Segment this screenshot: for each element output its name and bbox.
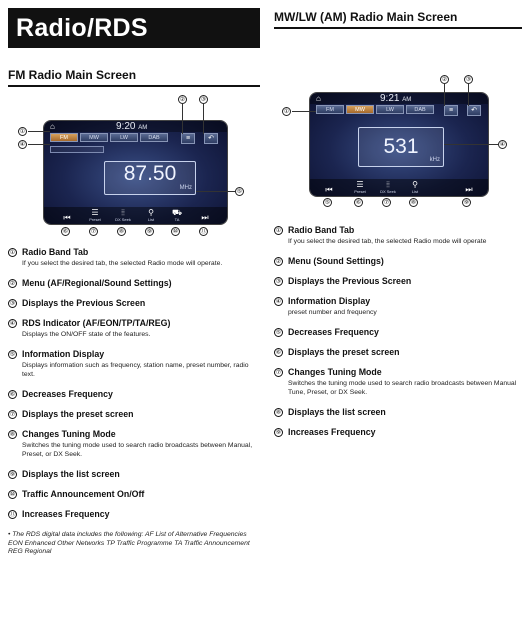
leader-line (444, 144, 498, 145)
item-title: RDS Indicator (AF/EON/TP/TA/REG) (22, 318, 171, 328)
item-number: ⑧ (275, 409, 282, 416)
callout-7: ⑦ (90, 229, 97, 235)
item-heading (274, 276, 522, 286)
leader-line (28, 131, 50, 132)
item-number: ④ (9, 320, 16, 327)
callout-6: ⑥ (355, 200, 362, 206)
item-heading (8, 389, 260, 399)
callout-8: ⑧ (118, 229, 125, 235)
fm-frequency-unit: MHz (179, 185, 192, 191)
tuning-icon: ⦙⦙ (386, 180, 390, 189)
leader-line (444, 84, 445, 106)
item-number: ⑦ (275, 369, 282, 376)
item-number: ③ (275, 278, 282, 285)
list-item (8, 389, 260, 399)
am-preset-button[interactable] (351, 180, 369, 194)
item-number: ③ (9, 300, 16, 307)
list-item (8, 247, 260, 268)
menu-icon[interactable]: ≡ (181, 133, 195, 144)
list-item (8, 509, 260, 519)
list-item (8, 409, 260, 419)
list-item (274, 347, 522, 357)
callout-1: ① (19, 129, 26, 135)
callout-2: ② (179, 97, 186, 103)
item-heading (274, 347, 522, 357)
list-label: List (411, 189, 419, 194)
am-tuning-button[interactable] (379, 180, 397, 194)
car-icon: ⛟ (171, 208, 183, 217)
callout-9: ⑨ (146, 229, 153, 235)
item-heading (274, 296, 522, 306)
item-number: ② (9, 280, 16, 287)
leader-line (196, 191, 235, 192)
fm-bottom-bar (44, 207, 227, 224)
item-title: Increases Frequency (288, 427, 376, 437)
item-heading (8, 298, 260, 308)
fm-prev-button[interactable] (58, 213, 76, 222)
item-title: Menu (Sound Settings) (288, 256, 384, 266)
callout-8: ⑧ (410, 200, 417, 206)
item-description: If you select the desired tab, the selected Radio mode will operate. (22, 260, 223, 267)
preset-icon: ☰ (356, 180, 364, 189)
am-next-button[interactable] (460, 185, 478, 194)
seek-forward-icon: ⏭ (465, 185, 473, 194)
callout-3: ③ (200, 97, 207, 103)
callout-4: ④ (499, 142, 506, 148)
list-item (274, 296, 522, 317)
list-item (8, 278, 260, 288)
am-clock: 9:21 AM (380, 93, 412, 104)
am-list-button[interactable] (406, 180, 424, 194)
item-number: ② (275, 258, 282, 265)
callout-10: ⑩ (172, 229, 179, 235)
seek-back-icon: ⏮ (325, 185, 333, 194)
preset-label: Preset (89, 217, 101, 222)
item-title: Displays the list screen (22, 469, 120, 479)
list-item (8, 298, 260, 308)
list-item (274, 276, 522, 286)
tab-lw[interactable]: LW (110, 133, 138, 142)
list-item (274, 256, 522, 266)
home-icon[interactable]: ⌂ (316, 94, 321, 103)
rds-indicator (50, 146, 104, 153)
search-icon: ⚲ (148, 208, 154, 217)
callout-6: ⑥ (62, 229, 69, 235)
callout-9: ⑨ (463, 200, 470, 206)
item-heading (274, 225, 522, 235)
am-section-title: MW/LW (AM) Radio Main Screen (274, 10, 458, 24)
item-description: Displays information such as frequency, station name, preset number, radio text. (22, 362, 249, 378)
item-description: Switches the tuning mode used to search radio broadcasts between Manual, Preset, or DX Seek. (22, 442, 253, 458)
list-item (8, 429, 260, 459)
item-heading (8, 469, 260, 479)
item-number: ④ (275, 298, 282, 305)
am-bottom-bar (310, 179, 488, 196)
ta-label: TA (174, 217, 180, 222)
seek-forward-icon: ⏭ (201, 213, 209, 222)
list-item (8, 469, 260, 479)
item-heading (8, 509, 260, 519)
item-title: Displays the Previous Screen (22, 298, 146, 308)
list-item (8, 318, 260, 339)
item-number: ⑦ (9, 411, 16, 418)
fm-ta-button[interactable] (168, 208, 186, 222)
preset-label: Preset (354, 189, 366, 194)
dx-seek-label: DX Seek (115, 217, 131, 222)
item-heading (274, 327, 522, 337)
item-title: Displays the preset screen (22, 409, 134, 419)
item-heading (8, 409, 260, 419)
list-item (274, 327, 522, 337)
list-item (8, 349, 260, 379)
item-title: Decreases Frequency (288, 327, 379, 337)
item-heading (274, 256, 522, 266)
tuning-icon: ⦙⦙ (121, 208, 125, 217)
callout-5: ⑤ (324, 200, 331, 206)
back-icon[interactable]: ↶ (204, 133, 218, 144)
dx-seek-label: DX Seek (380, 189, 396, 194)
callout-2: ② (441, 77, 448, 83)
callout-11: ⑪ (200, 229, 207, 235)
item-description: Displays the ON/OFF state of the features. (22, 331, 151, 338)
callout-1: ① (283, 109, 290, 115)
item-title: Displays the list screen (288, 407, 386, 417)
item-title: Changes Tuning Mode (288, 367, 382, 377)
item-number: ① (275, 227, 282, 234)
item-number: ⑥ (9, 391, 16, 398)
item-title: Radio Band Tab (22, 247, 89, 257)
item-title: Information Display (288, 296, 371, 306)
preset-icon: ☰ (91, 208, 99, 217)
item-number: ⑤ (9, 351, 16, 358)
fm-band-tabs (50, 133, 168, 142)
am-band-tabs (316, 105, 434, 114)
search-icon: ⚲ (412, 180, 418, 189)
fm-next-button[interactable] (196, 213, 214, 222)
callout-5: ⑤ (236, 189, 243, 195)
list-item (274, 367, 522, 397)
seek-back-icon: ⏮ (63, 213, 71, 222)
fm-frequency-display (104, 161, 196, 195)
am-frequency-display (358, 127, 444, 167)
item-title: Menu (AF/Regional/Sound Settings) (22, 278, 172, 288)
item-title: Radio Band Tab (288, 225, 355, 235)
list-item (8, 489, 260, 499)
home-icon[interactable]: ⌂ (50, 122, 55, 131)
am-item-list (274, 225, 522, 437)
item-number: ⑩ (9, 491, 16, 498)
fm-screen (44, 121, 227, 224)
item-number: ① (9, 249, 16, 256)
fm-frequency: 87.50 (123, 162, 177, 185)
list-item (274, 427, 522, 437)
fm-list-button[interactable] (142, 208, 160, 222)
am-prev-button[interactable] (320, 185, 338, 194)
item-heading (8, 489, 260, 499)
item-heading (8, 278, 260, 288)
item-number: ⑨ (275, 429, 282, 436)
am-section-header (274, 10, 522, 29)
fm-preset-button[interactable] (86, 208, 104, 222)
callout-3: ③ (465, 77, 472, 83)
item-heading (274, 427, 522, 437)
am-screen-figure (274, 29, 522, 207)
rds-note: • The RDS digital data includes the following: AF List of Alternative Frequencies EON Enhanced Other Networks TP Traffic Programme TA Traffic Announcement REG Regional (8, 531, 250, 555)
tab-lw[interactable]: LW (376, 105, 404, 114)
item-description: preset number and frequency (288, 309, 377, 316)
callout-7: ⑦ (383, 200, 390, 206)
item-title: Increases Frequency (22, 509, 110, 519)
item-number: ⑤ (275, 329, 282, 336)
tab-fm[interactable]: FM (50, 133, 78, 142)
item-number: ⑧ (9, 431, 16, 438)
item-description: If you select the desired tab, the selected Radio mode will operate (288, 238, 487, 245)
item-heading (8, 318, 260, 328)
callout-4: ④ (19, 142, 26, 148)
item-title: Displays the preset screen (288, 347, 400, 357)
page-title: Radio/RDS (8, 8, 260, 48)
item-number: ⑪ (9, 511, 16, 518)
am-frequency: 531 (383, 135, 419, 158)
fm-screen-figure (8, 87, 260, 237)
menu-icon[interactable]: ≡ (444, 105, 458, 116)
tab-fm[interactable]: FM (316, 105, 344, 114)
item-title: Traffic Announcement On/Off (22, 489, 145, 499)
tab-mw[interactable]: MW (346, 105, 374, 114)
tab-dab[interactable]: DAB (406, 105, 434, 114)
list-label: List (147, 217, 155, 222)
tab-dab[interactable]: DAB (140, 133, 168, 142)
item-heading (8, 247, 260, 257)
list-item (274, 407, 522, 417)
fm-item-list (8, 247, 260, 519)
right-column (274, 8, 522, 437)
leader-line (292, 111, 316, 112)
leader-line (28, 144, 50, 145)
item-title: Information Display (22, 349, 105, 359)
item-title: Decreases Frequency (22, 389, 113, 399)
item-heading (8, 349, 260, 359)
list-item (274, 225, 522, 246)
leader-line (468, 84, 469, 106)
fm-tuning-button[interactable] (114, 208, 132, 222)
item-heading (274, 407, 522, 417)
leader-line (182, 104, 183, 134)
item-heading (8, 429, 260, 439)
fm-section-title: FM Radio Main Screen (8, 68, 137, 82)
left-column (8, 8, 260, 557)
item-description: Switches the tuning mode used to search radio broadcasts between Manual Tune, Preset, or DX Seek. (288, 380, 517, 396)
item-title: Displays the Previous Screen (288, 276, 412, 286)
back-icon[interactable]: ↶ (467, 105, 481, 116)
item-number: ⑥ (275, 349, 282, 356)
item-title: Changes Tuning Mode (22, 429, 116, 439)
item-number: ⑨ (9, 471, 16, 478)
item-heading (274, 367, 522, 377)
am-frequency-unit: kHz (429, 157, 440, 163)
leader-line (203, 104, 204, 134)
tab-mw[interactable]: MW (80, 133, 108, 142)
fm-clock: 9:20 AM (116, 121, 148, 132)
fm-section-header (8, 68, 260, 87)
